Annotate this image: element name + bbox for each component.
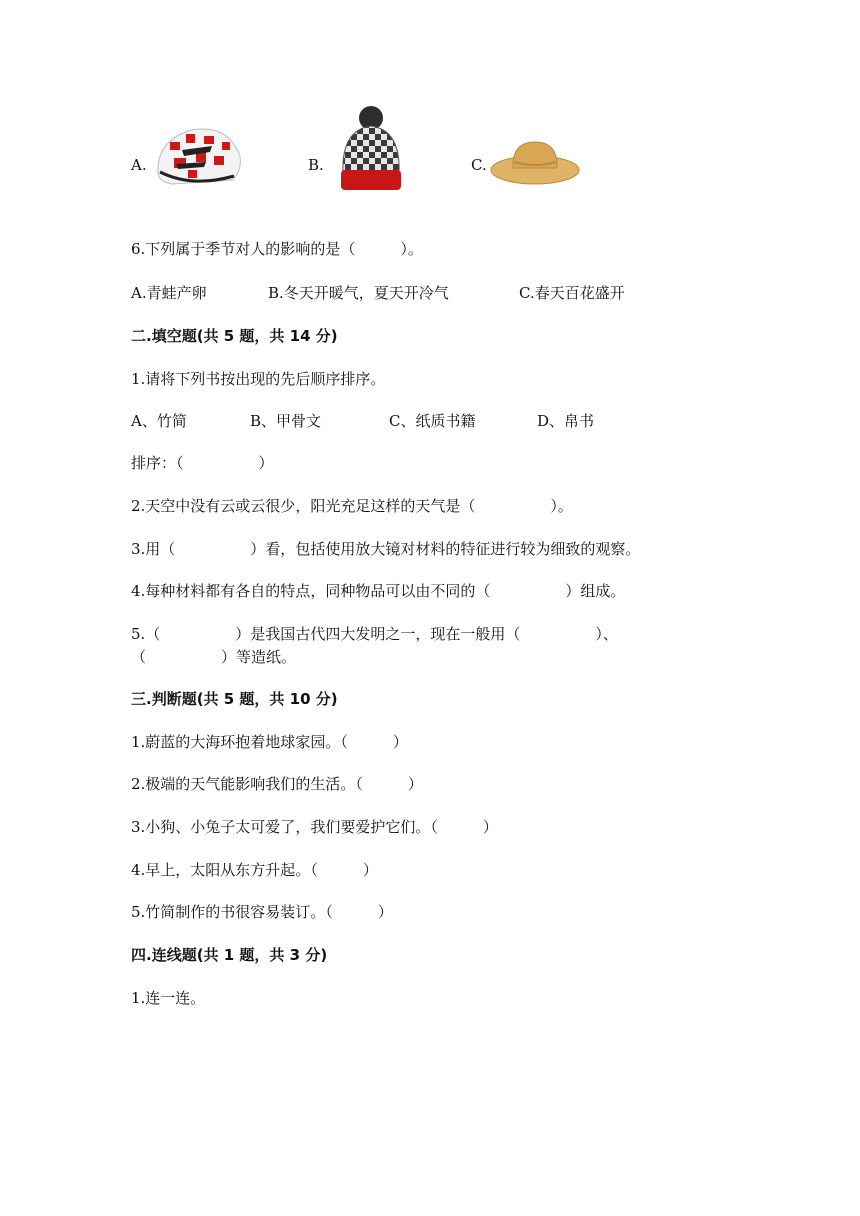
fill-q1-option-c: C、纸质书籍 [389, 412, 476, 430]
knit-beanie-image [333, 104, 407, 194]
fill-q1-option-b: B、甲骨文 [250, 412, 322, 430]
option-label-b: B. [308, 156, 324, 174]
judge-item-1: 1.蔚蓝的大海环抱着地球家园。（ ） [131, 733, 408, 751]
section-4-title: 四.连线题(共 1 题，共 3 分) [131, 946, 328, 964]
judge-item-5: 5.竹简制作的书很容易装订。（ ） [131, 903, 393, 921]
fill-question-5-line-2: （ ）等造纸。 [131, 648, 297, 666]
q6-option-c: C.春天百花盛开 [519, 284, 625, 302]
section-3-title: 三.判断题(共 5 题，共 10 分) [131, 690, 338, 708]
option-label-a: A. [131, 156, 147, 174]
fill-question-3: 3.用（ ）看，包括使用放大镜对材料的特征进行较为细致的观察。 [131, 540, 641, 558]
fill-question-5-line-1: 5.（ ）是我国古代四大发明之一，现在一般用（ ）、 [131, 625, 618, 643]
fill-question-2: 2.天空中没有云或云很少，阳光充足这样的天气是（ ）。 [131, 497, 573, 515]
judge-item-2: 2.极端的天气能影响我们的生活。（ ） [131, 775, 423, 793]
match-question-1: 1.连一连。 [131, 989, 206, 1007]
bicycle-helmet-image [152, 122, 244, 188]
fill-question-4: 4.每种材料都有各自的特点，同种物品可以由不同的（ ）组成。 [131, 582, 626, 600]
q6-option-b: B.冬天开暖气，夏天开冷气 [268, 284, 449, 302]
fill-question-1: 1.请将下列书按出现的先后顺序排序。 [131, 370, 386, 388]
option-label-c: C. [471, 156, 487, 174]
question-6: 6.下列属于季节对人的影响的是（ ）。 [131, 240, 423, 258]
straw-hat-image [488, 136, 582, 188]
fill-q1-option-d: D、帛书 [537, 412, 595, 430]
fill-q1-option-a: A、竹简 [131, 412, 187, 430]
fill-q1-answer: 排序：（ ） [131, 454, 274, 472]
q6-option-a: A.青蛙产卵 [131, 284, 207, 302]
judge-item-4: 4.早上，太阳从东方升起。（ ） [131, 861, 378, 879]
judge-item-3: 3.小狗、小兔子太可爱了，我们要爱护它们。（ ） [131, 818, 498, 836]
section-2-title: 二.填空题(共 5 题，共 14 分) [131, 327, 338, 345]
